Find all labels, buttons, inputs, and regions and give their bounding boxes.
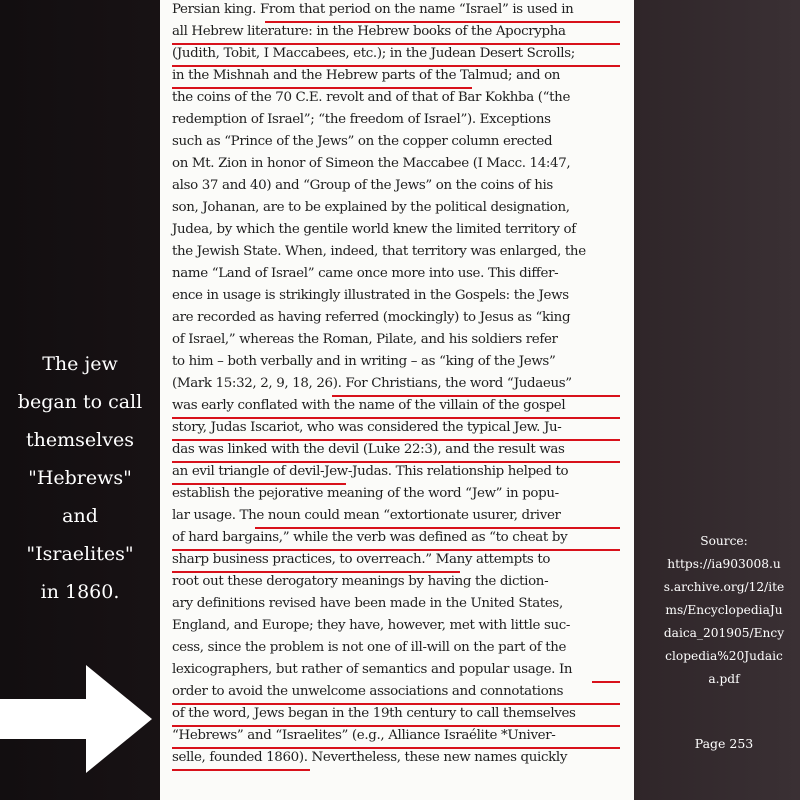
document-line: ary definitions revised have been made in the United States,: [172, 596, 563, 611]
document-line: “Hebrews” and “Israelites” (e.g., Alliance Israélite *Univer-: [172, 728, 556, 743]
document-line: the coins of the 70 C.E. revolt and of that of Bar Kokhba (“the: [172, 90, 571, 105]
document-line: in the Mishnah and the Hebrew parts of the Talmud; and on: [172, 68, 561, 83]
document-line: lar usage. The noun could mean “extortionate usurer, driver: [172, 508, 561, 523]
document-line: on Mt. Zion in honor of Simeon the Maccabee (I Macc. 14:47,: [172, 156, 571, 171]
highlight-underline: [172, 549, 620, 551]
document-line: lexicographers, but rather of semantics and popular usage. In: [172, 662, 573, 677]
page-reference: Page 253: [694, 736, 754, 751]
document-line: to him – both verbally and in writing – as “king of the Jews”: [172, 354, 556, 369]
document-line: establish the pejorative meaning of the word “Jew” in popu-: [172, 486, 559, 501]
document-line: are recorded as having referred (mockingly) to Jesus as “king: [172, 310, 571, 325]
source-line: ms/EncyclopediaJu: [665, 603, 783, 617]
document-line: also 37 and 40) and “Group of the Jews” on the coins of his: [172, 178, 553, 193]
source-line: daica_201905/Ency: [663, 626, 785, 640]
document-line: order to avoid the unwelcome associations and connotations: [172, 684, 564, 699]
document-line: son, Johanan, are to be explained by the political designation,: [172, 200, 570, 215]
document-line: sharp business practices, to overreach.” Many attempts to: [172, 552, 551, 567]
left-panel: [0, 0, 160, 800]
document-line: of the word, Jews began in the 19th century to call themselves: [172, 706, 576, 721]
claim-line: in 1860.: [40, 581, 120, 603]
highlight-underline: [172, 571, 460, 573]
highlight-underline: [172, 43, 620, 45]
document-line: das was linked with the devil (Luke 22:3), and the result was: [172, 442, 565, 457]
document-line: such as “Prince of the Jews” on the copper column erected: [172, 134, 553, 149]
document-line: an evil triangle of devil-Jew-Judas. This relationship helped to: [172, 464, 569, 479]
highlight-underline: [592, 681, 620, 683]
document-line: cess, since the problem is not one of ill-will on the part of the: [172, 640, 567, 655]
source-line: s.archive.org/12/ite: [663, 580, 785, 594]
highlight-underline: [172, 483, 346, 485]
highlight-underline: [172, 703, 620, 705]
document-line: Persian king. From that period on the name “Israel” is used in: [172, 2, 574, 17]
highlight-underline: [265, 21, 620, 23]
document-line: redemption of Israel”; “the freedom of Israel”). Exceptions: [172, 112, 551, 127]
highlight-underline: [172, 725, 620, 727]
claim-line: themselves: [26, 429, 134, 451]
highlight-underline: [172, 417, 620, 419]
claim-caption: [0, 345, 160, 611]
document-line: of hard bargains,” while the verb was defined as “to cheat by: [172, 530, 568, 545]
claim-line: began to call: [17, 391, 143, 413]
document-line: selle, founded 1860). Nevertheless, these new names quickly: [172, 750, 568, 765]
highlight-underline: [172, 65, 620, 67]
document-line: of Israel,” whereas the Roman, Pilate, and his soldiers refer: [172, 332, 558, 347]
source-line: clopedia%20Judaic: [665, 649, 783, 663]
claim-line: "Hebrews": [28, 467, 132, 489]
right-arrow-icon: [0, 665, 152, 773]
document-line: name “Land of Israel” came once more into use. This differ-: [172, 266, 559, 281]
highlight-underline: [255, 527, 620, 529]
highlight-underline: [332, 395, 620, 397]
highlight-underline: [172, 439, 620, 441]
document-line: was early conflated with the name of the villain of the gospel: [172, 398, 566, 413]
document-line: (Judith, Tobit, I Maccabees, etc.); in the Judean Desert Scrolls;: [172, 46, 575, 61]
document-line: the Jewish State. When, indeed, that territory was enlarged, the: [172, 244, 586, 259]
document-line: all Hebrew literature: in the Hebrew books of the Apocrypha: [172, 24, 566, 39]
highlight-underline: [172, 747, 620, 749]
claim-line: and: [62, 505, 98, 527]
highlight-underline: [172, 461, 620, 463]
claim-line: "Israelites": [26, 543, 134, 565]
highlight-underline: [172, 769, 310, 771]
document-line: (Mark 15:32, 2, 9, 18, 26). For Christians, the word “Judaeus”: [172, 376, 572, 391]
source-line: https://ia903008.u: [667, 557, 781, 571]
document-line: England, and Europe; they have, however, met with little suc-: [172, 618, 571, 633]
highlight-underline: [172, 87, 472, 89]
document-line: story, Judas Iscariot, who was considered the typical Jew. Ju-: [172, 420, 562, 435]
document-line: ence in usage is strikingly illustrated in the Gospels: the Jews: [172, 288, 569, 303]
document-line: root out these derogatory meanings by having the diction-: [172, 574, 549, 589]
document-line: Judea, by which the gentile world knew the limited territory of: [172, 222, 576, 237]
claim-line: The jew: [42, 353, 118, 375]
source-line: Source:: [700, 534, 748, 548]
source-citation: [648, 530, 800, 691]
document-page: [160, 0, 634, 800]
source-line: a.pdf: [708, 672, 740, 686]
